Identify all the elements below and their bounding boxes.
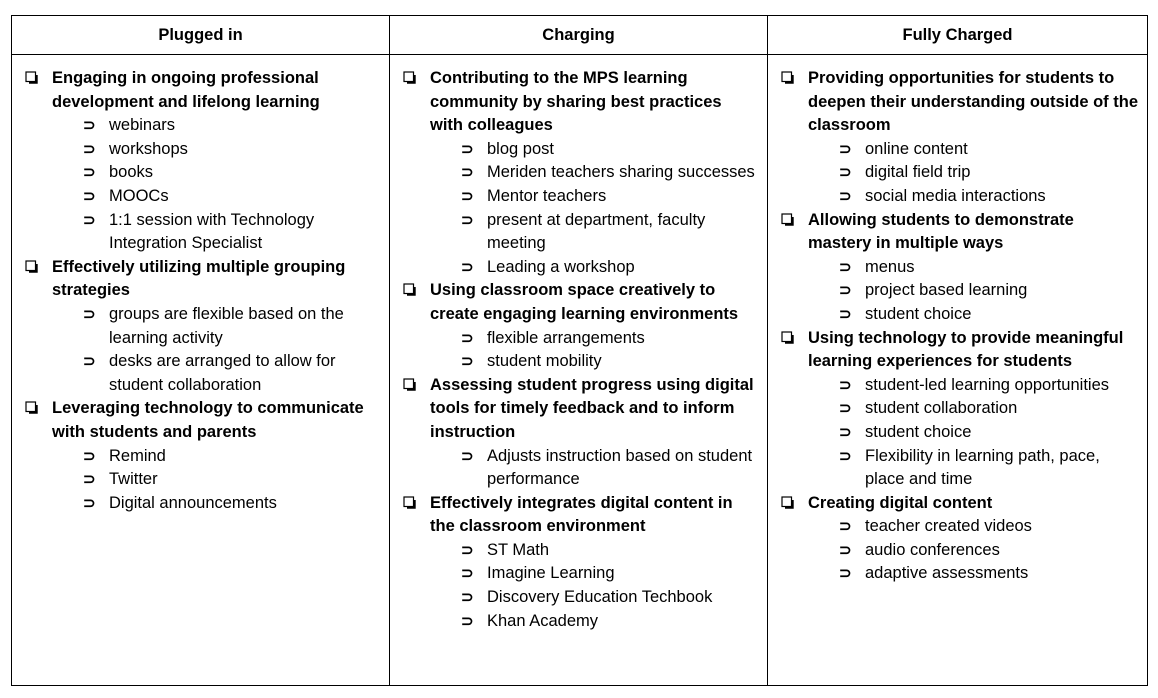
curved-arrow-icon: ⊃ — [461, 353, 474, 371]
curved-arrow-icon: ⊃ — [83, 211, 96, 229]
curved-arrow-icon: ⊃ — [461, 187, 474, 205]
sub-item — [83, 209, 381, 256]
goal-item — [430, 374, 759, 492]
sub-list — [52, 445, 381, 516]
goal-item — [808, 67, 1139, 209]
checkbox-icon — [781, 71, 794, 84]
sub-list — [430, 539, 759, 633]
goal-item — [52, 67, 381, 256]
column-fully-charged — [768, 55, 1148, 686]
goal-text: Effectively utilizing multiple grouping strategies — [52, 257, 346, 300]
goal-item — [808, 492, 1139, 586]
sub-item — [461, 185, 759, 209]
curved-arrow-icon: ⊃ — [461, 589, 474, 607]
checkbox-icon — [781, 496, 794, 509]
sub-item-text: desks are arranged to allow for student collaboration — [109, 352, 336, 394]
sub-item-text: menus — [865, 257, 915, 276]
sub-item — [839, 397, 1139, 421]
curved-arrow-icon: ⊃ — [83, 353, 96, 371]
goal-text: Allowing students to demonstrate mastery in multiple ways — [808, 210, 1074, 253]
sub-item — [461, 562, 759, 586]
sub-item — [83, 114, 381, 138]
goal-text: Using classroom space creatively to create engaging learning environments — [430, 281, 739, 323]
goal-item — [430, 67, 759, 279]
sub-item — [83, 350, 381, 397]
curved-arrow-icon: ⊃ — [839, 541, 852, 559]
goal-text: Creating digital content — [808, 493, 993, 512]
sub-item — [461, 539, 759, 563]
sub-item-text: Leading a workshop — [487, 257, 635, 276]
sub-item-text: Discovery Education Techbook — [487, 588, 713, 607]
curved-arrow-icon: ⊃ — [461, 612, 474, 630]
curved-arrow-icon: ⊃ — [83, 494, 96, 512]
sub-item-text: Mentor teachers — [487, 186, 607, 205]
goal-item — [430, 492, 759, 634]
checkbox-icon — [25, 260, 38, 273]
curved-arrow-icon: ⊃ — [839, 305, 852, 323]
sub-item-text: books — [109, 163, 154, 182]
goal-text: Assessing student progress using digital tools for timely feedback and to inform instruction — [430, 375, 754, 441]
curved-arrow-icon: ⊃ — [461, 447, 474, 465]
curved-arrow-icon: ⊃ — [461, 541, 474, 559]
column-charging — [390, 55, 768, 686]
sub-item — [839, 185, 1139, 209]
curved-arrow-icon: ⊃ — [461, 211, 474, 229]
checkbox-icon — [403, 378, 416, 391]
sub-item-text: social media interactions — [865, 186, 1046, 205]
goal-item — [808, 327, 1139, 492]
sub-item-text: groups are flexible based on the learning activity — [109, 304, 344, 347]
sub-item — [839, 562, 1139, 586]
sub-item — [83, 138, 381, 162]
header-row — [12, 16, 1148, 55]
sub-item-text: online content — [865, 139, 968, 158]
goal-text: Leveraging technology to communicate with students and parents — [52, 399, 364, 441]
sub-item — [839, 515, 1139, 539]
goal-text: Engaging in ongoing professional development and lifelong learning — [52, 69, 320, 111]
sub-item — [83, 468, 381, 492]
sub-item — [83, 303, 381, 350]
curved-arrow-icon: ⊃ — [83, 164, 96, 182]
curved-arrow-icon: ⊃ — [839, 258, 852, 276]
curved-arrow-icon: ⊃ — [83, 471, 96, 489]
goal-item — [52, 397, 381, 515]
curved-arrow-icon: ⊃ — [461, 140, 474, 158]
sub-item-text: student choice — [865, 422, 972, 441]
curved-arrow-icon: ⊃ — [839, 400, 852, 418]
curved-arrow-icon: ⊃ — [839, 376, 852, 394]
curved-arrow-icon: ⊃ — [83, 447, 96, 465]
sub-list — [430, 138, 759, 280]
sub-item — [839, 539, 1139, 563]
sub-list — [808, 138, 1139, 209]
sub-item-text: blog post — [487, 139, 554, 158]
sub-item-text: workshops — [109, 139, 188, 158]
sub-item — [83, 492, 381, 516]
curved-arrow-icon: ⊃ — [83, 117, 96, 135]
content-row — [12, 55, 1148, 686]
sub-item — [461, 445, 759, 492]
sub-item-text: student choice — [865, 304, 972, 323]
curved-arrow-icon: ⊃ — [839, 187, 852, 205]
sub-item — [461, 138, 759, 162]
checkbox-icon — [781, 213, 794, 226]
column-header-fully-charged: Fully Charged — [768, 16, 1148, 55]
sub-item-text: ST Math — [487, 540, 550, 559]
sub-item — [83, 445, 381, 469]
goal-list — [12, 67, 389, 515]
sub-item — [839, 445, 1139, 492]
sub-list — [52, 303, 381, 397]
sub-item-text: digital field trip — [865, 163, 971, 182]
curved-arrow-icon: ⊃ — [83, 187, 96, 205]
sub-item — [461, 256, 759, 280]
sub-list — [808, 256, 1139, 327]
sub-list — [430, 445, 759, 492]
sub-item-text: Khan Academy — [487, 611, 598, 630]
checkbox-icon — [25, 71, 38, 84]
column-header-charging: Charging — [390, 16, 768, 55]
sub-item — [461, 586, 759, 610]
sub-item-text: Remind — [109, 446, 166, 465]
goal-text: Using technology to provide meaningful learning experiences for students — [808, 328, 1124, 371]
sub-item — [839, 421, 1139, 445]
curved-arrow-icon: ⊃ — [461, 565, 474, 583]
curved-arrow-icon: ⊃ — [839, 164, 852, 182]
sub-item-text: student-led learning opportunities — [865, 375, 1109, 394]
curved-arrow-icon: ⊃ — [839, 423, 852, 441]
sub-item — [461, 161, 759, 185]
sub-list — [808, 515, 1139, 586]
rubric-table — [11, 15, 1148, 686]
sub-item — [839, 374, 1139, 398]
sub-item-text: Digital announcements — [109, 493, 277, 512]
sub-item — [461, 350, 759, 374]
sub-item-text: student mobility — [487, 352, 602, 371]
checkbox-icon — [403, 283, 416, 296]
sub-item-text: Adjusts instruction based on student performance — [487, 446, 753, 489]
sub-item — [839, 138, 1139, 162]
curved-arrow-icon: ⊃ — [839, 565, 852, 583]
sub-item-text: project based learning — [865, 281, 1028, 300]
sub-item-text: adaptive assessments — [865, 564, 1029, 583]
sub-item-text: Flexibility in learning path, pace, place and time — [865, 446, 1100, 489]
sub-item — [83, 185, 381, 209]
curved-arrow-icon: ⊃ — [839, 447, 852, 465]
curved-arrow-icon: ⊃ — [461, 258, 474, 276]
goal-text: Effectively integrates digital content in the classroom environment — [430, 493, 733, 536]
sub-item-text: webinars — [109, 116, 176, 135]
sub-list — [430, 327, 759, 374]
sub-item — [839, 161, 1139, 185]
sub-item-text: Meriden teachers sharing successes — [487, 163, 755, 182]
checkbox-icon — [403, 496, 416, 509]
sub-item-text: flexible arrangements — [487, 328, 645, 347]
curved-arrow-icon: ⊃ — [839, 282, 852, 300]
goal-list — [768, 67, 1147, 586]
sub-item-text: student collaboration — [865, 399, 1018, 418]
curved-arrow-icon: ⊃ — [83, 305, 96, 323]
sub-item-text: teacher created videos — [865, 517, 1032, 536]
curved-arrow-icon: ⊃ — [461, 329, 474, 347]
sub-item — [461, 209, 759, 256]
column-plugged-in — [12, 55, 390, 686]
sub-item — [839, 256, 1139, 280]
sub-item — [839, 279, 1139, 303]
goal-text: Providing opportunities for students to deepen their understanding outside of the classroom — [808, 69, 1139, 135]
curved-arrow-icon: ⊃ — [83, 140, 96, 158]
sub-item — [839, 303, 1139, 327]
curved-arrow-icon: ⊃ — [839, 518, 852, 536]
sub-item — [83, 161, 381, 185]
checkbox-icon — [25, 401, 38, 414]
sub-item — [461, 327, 759, 351]
goal-item — [808, 209, 1139, 327]
goal-list — [390, 67, 767, 633]
sub-item-text: present at department, faculty meeting — [487, 210, 706, 253]
sub-item — [461, 610, 759, 634]
goal-text: Contributing to the MPS learning community by sharing best practices with colleagues — [430, 69, 722, 135]
sub-list — [52, 114, 381, 256]
goal-item — [430, 279, 759, 373]
sub-item-text: Imagine Learning — [487, 564, 615, 583]
goal-item — [52, 256, 381, 398]
sub-item-text: MOOCs — [109, 186, 169, 205]
checkbox-icon — [403, 71, 416, 84]
sub-list — [808, 374, 1139, 492]
sub-item-text: audio conferences — [865, 540, 1000, 559]
column-header-plugged-in: Plugged in — [12, 16, 390, 55]
sub-item-text: 1:1 session with Technology Integration Specialist — [109, 210, 315, 253]
sub-item-text: Twitter — [109, 470, 158, 489]
curved-arrow-icon: ⊃ — [839, 140, 852, 158]
checkbox-icon — [781, 331, 794, 344]
curved-arrow-icon: ⊃ — [461, 164, 474, 182]
